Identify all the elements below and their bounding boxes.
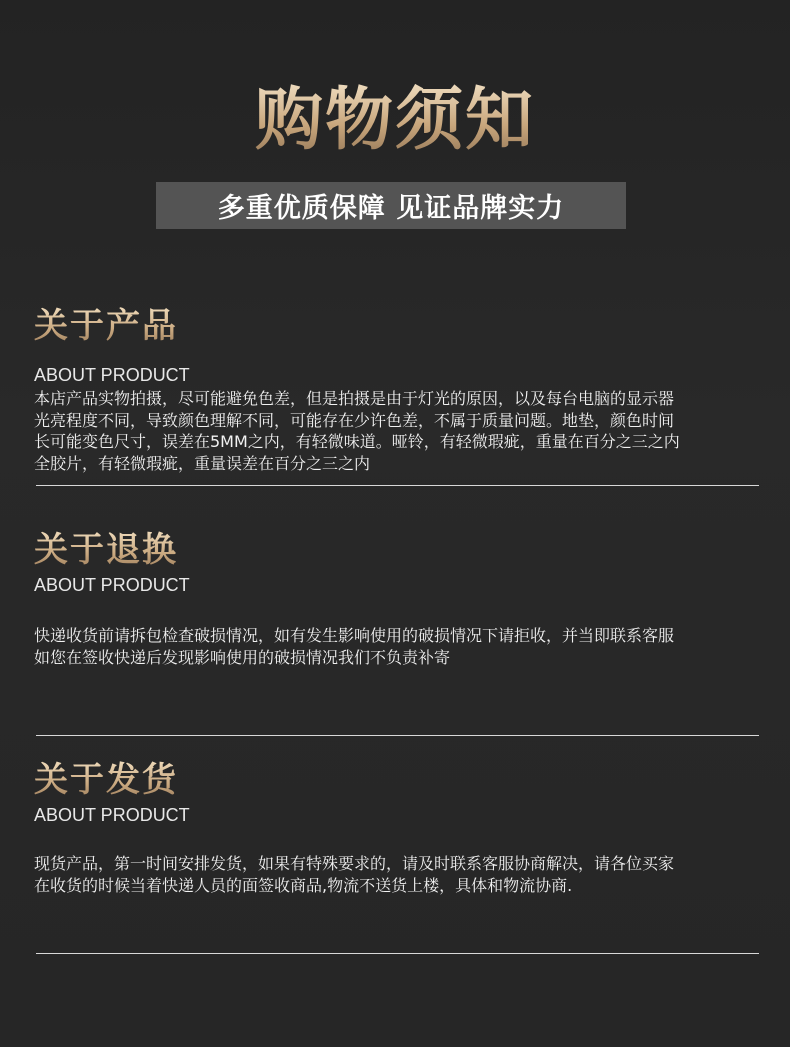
section-title-returns: 关于退换: [34, 530, 764, 570]
subtitle-text: 多重优质保障 见证品牌实力: [217, 193, 565, 224]
section-subtitle-returns: ABOUT PRODUCT: [34, 575, 190, 595]
section-shipping-header: [34, 760, 764, 826]
divider: [36, 485, 759, 486]
body-line: 全胶片，有轻微瑕疵，重量误差在百分之三之内: [34, 453, 371, 473]
section-product-header: [34, 306, 764, 386]
section-title-product: 关于产品: [34, 306, 764, 346]
section-body-shipping: [34, 853, 774, 896]
body-line: 如您在签收快递后发现影响使用的破损情况我们不负责补寄: [34, 647, 451, 667]
section-body-product: [34, 388, 774, 474]
subtitle-banner: [156, 182, 626, 229]
divider: [36, 953, 759, 954]
section-body-returns: [34, 625, 774, 668]
body-line: 在收货的时候当着快递人员的面签收商品,物流不送货上楼，具体和物流协商.: [34, 875, 573, 895]
body-line: 本店产品实物拍摄，尽可能避免色差，但是拍摄是由于灯光的原因，以及每台电脑的显示器: [34, 389, 675, 408]
body-line: 光亮程度不同，导致颜色理解不同，可能存在少许色差，不属于质量问题。地垫，颜色时间: [34, 410, 675, 430]
section-title-shipping: 关于发货: [34, 760, 764, 800]
section-subtitle-product: ABOUT PRODUCT: [34, 365, 190, 385]
divider: [36, 735, 759, 736]
section-returns-header: [34, 530, 764, 596]
body-line: 现货产品，第一时间安排发货，如果有特殊要求的，请及时联系客服协商解决，请各位买家: [34, 854, 675, 873]
body-line: 快递收货前请拆包检查破损情况，如有发生影响使用的破损情况下请拒收，并当即联系客服: [34, 626, 675, 645]
section-subtitle-shipping: ABOUT PRODUCT: [34, 805, 190, 825]
page-title: 购物须知: [0, 78, 790, 164]
body-line: 长可能变色尺寸，误差在5MM之内，有轻微味道。哑铃，有轻微瑕疵，重量在百分之三之内: [34, 432, 680, 451]
